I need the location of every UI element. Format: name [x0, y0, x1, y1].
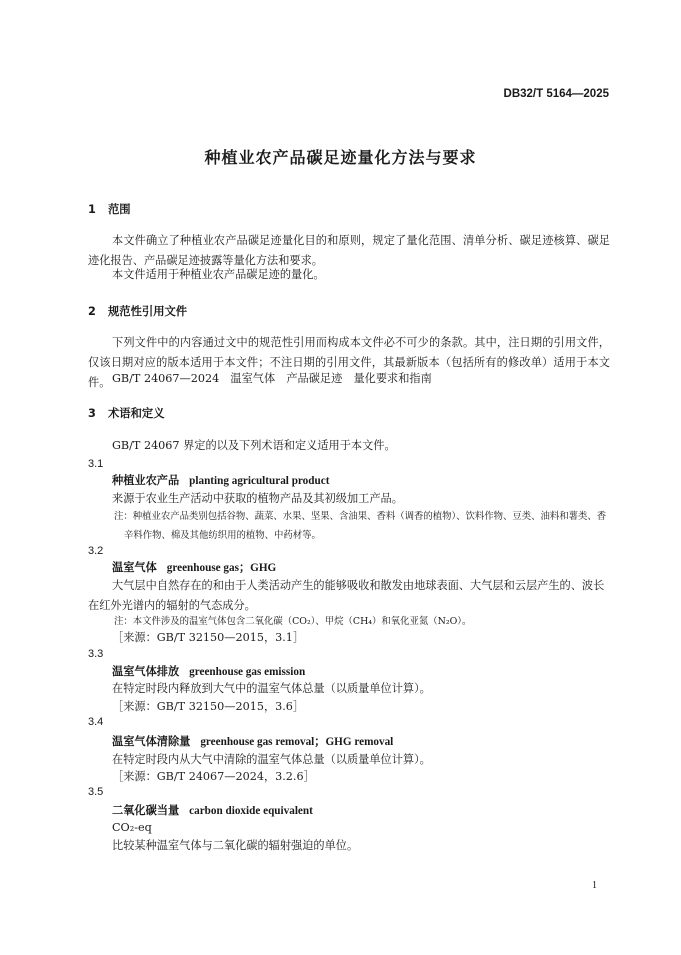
section-number: 3: [88, 407, 96, 420]
section-title: 术语和定义: [108, 407, 165, 420]
term-number: 3.3: [88, 648, 104, 660]
section-2-heading: [88, 303, 187, 319]
section-1-paragraph-2: 本文件适用于种植业农产品碳足迹的量化。: [112, 268, 325, 281]
term-source: ［来源：GB/T 32150—2015，3.1］: [112, 631, 305, 644]
term-heading: [112, 471, 610, 491]
term-en: greenhouse gas removal；GHG removal: [200, 736, 394, 748]
term-definition: 大气层中自然存在的和由于人类活动产生的能够吸收和散发由地球表面、大气层和云层产生的、波长在红外光谱内的辐射的气态成分。: [88, 579, 605, 612]
normative-reference: GB/T 24067—2024 温室气体 产品碳足迹 量化要求和指南: [112, 372, 432, 385]
term-zh: 二氧化碳当量: [112, 804, 180, 817]
section-title: 范围: [108, 203, 131, 216]
term-en: carbon dioxide equivalent: [189, 805, 313, 817]
section-1-paragraph-1: 本文件确立了种植业农产品碳足迹量化目的和原则，规定了量化范围、清单分析、碳足迹核算、碳足迹化报告、产品碳足迹披露等量化方法和要求。: [88, 234, 610, 267]
term-source: ［来源：GB/T 32150—2015，3.6］: [112, 700, 305, 713]
term-heading: [112, 732, 610, 752]
term-source: ［来源：GB/T 24067—2024，3.2.6］: [112, 770, 315, 783]
term-zh: 温室气体清除量: [112, 735, 191, 748]
term-note: [100, 507, 610, 545]
term-number: 3.2: [88, 545, 104, 557]
standard-number: DB32/T 5164—2025: [503, 88, 609, 100]
term-definition: 在特定时段内释放到大气中的温室气体总量（以质量单位计算）。: [112, 682, 431, 695]
section-1-heading: [88, 201, 131, 217]
term-zh: 温室气体排放: [112, 665, 180, 678]
term-definition: 来源于农业生产活动中获取的植物产品及其初级加工产品。: [112, 492, 403, 505]
section-number: 2: [88, 305, 96, 318]
term-definition: 在特定时段内从大气中清除的温室气体总量（以质量单位计算）。: [112, 753, 431, 766]
section-3-intro: GB/T 24067 界定的以及下列术语和定义适用于本文件。: [112, 439, 396, 452]
term-note-text: 注：本文件涉及的温室气体包含二氧化碳（CO₂）、甲烷（CH₄）和氧化亚氮（N₂O）。: [114, 616, 472, 627]
term-heading: [112, 558, 610, 578]
section-number: 1: [88, 203, 96, 216]
term-note-text: 注：种植业农产品类别包括谷物、蔬菜、水果、坚果、含油果、香料（调香的植物）、饮料作物、豆类、油料和薯类、香辛料作物、棉及其他纺织用的植物、中药材等。: [114, 511, 607, 541]
term-number: 3.4: [88, 716, 104, 728]
page-number: 1: [592, 880, 597, 891]
section-title: 规范性引用文件: [108, 305, 188, 318]
document-title: 种植业农产品碳足迹量化方法与要求: [204, 148, 477, 167]
term-number: 3.1: [88, 458, 104, 470]
term-en: greenhouse gas emission: [189, 666, 306, 678]
term-en: greenhouse gas；GHG: [166, 562, 277, 574]
section-2-paragraph-1: 下列文件中的内容通过文中的规范性引用而构成本文件必不可少的条款。其中，注日期的引用文件，仅该日期对应的版本适用于本文件；不注日期的引用文件，其最新版本（包括所有的修改单）适用于本文件。: [88, 336, 610, 389]
term-zh: 温室气体: [112, 561, 157, 574]
term-abbreviation: CO₂-eq: [112, 821, 152, 834]
section-3-heading: [88, 405, 165, 421]
term-definition: 比较某种温室气体与二氧化碳的辐射强迫的单位。: [112, 839, 359, 852]
term-en: planting agricultural product: [189, 475, 330, 487]
term-number: 3.5: [88, 786, 104, 798]
term-zh: 种植业农产品: [112, 474, 180, 487]
